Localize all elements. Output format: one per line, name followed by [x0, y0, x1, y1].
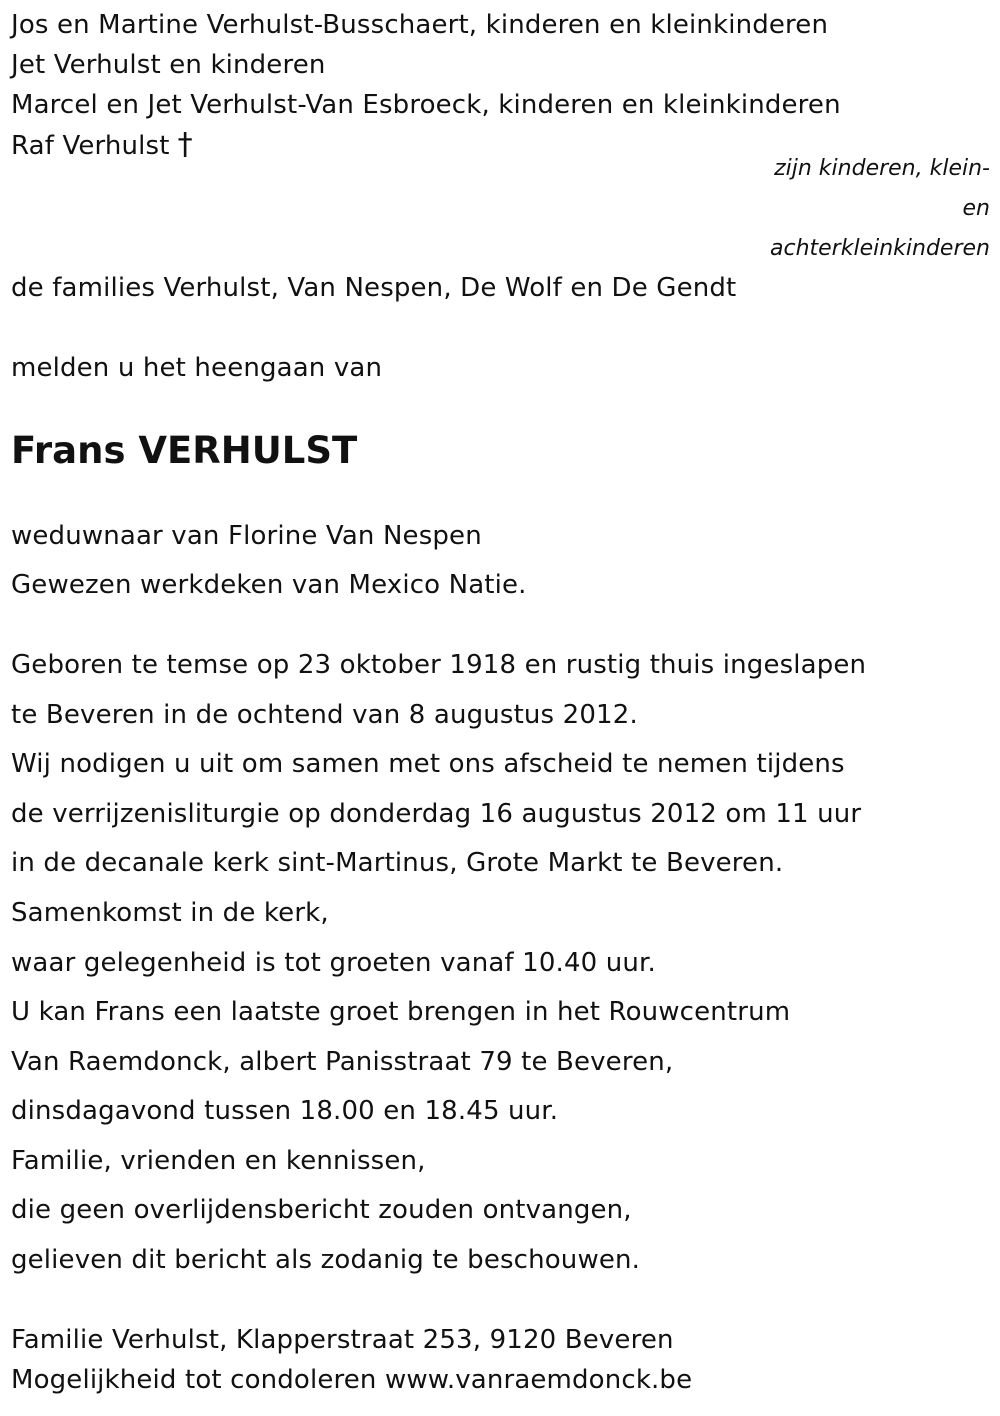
body-line: Familie, vrienden en kennissen,	[11, 1146, 426, 1176]
body-line: U kan Frans een laatste groet brengen in het Rouwcentrum	[11, 997, 791, 1027]
family-line-2: Jet Verhulst en kinderen	[11, 50, 326, 80]
body-line: die geen overlijdensbericht zouden ontvangen,	[11, 1195, 632, 1225]
widower-line: weduwnaar van Florine Van Nespen	[11, 521, 482, 551]
announcement: melden u het heengaan van	[11, 353, 383, 383]
footer-address: Familie Verhulst, Klapperstraat 253, 9120 Beveren	[11, 1325, 674, 1355]
cross-icon: †	[177, 127, 193, 162]
family-line-4	[11, 127, 193, 162]
deceased-name: Frans VERHULST	[11, 429, 358, 472]
footer-condolence: Mogelijkheid tot condoleren www.vanraemdonck.be	[11, 1365, 693, 1395]
relation-line-3: achterkleinkinderen	[770, 236, 990, 261]
body-line: Samenkomst in de kerk,	[11, 898, 329, 928]
body-line: Van Raemdonck, albert Panisstraat 79 te Beveren,	[11, 1047, 674, 1077]
body-line: waar gelegenheid is tot groeten vanaf 10.40 uur.	[11, 948, 656, 978]
body-line: in de decanale kerk sint-Martinus, Grote Markt te Beveren.	[11, 848, 784, 878]
body-line: de verrijzenisliturgie op donderdag 16 augustus 2012 om 11 uur	[11, 799, 862, 829]
body-line: gelieven dit bericht als zodanig te beschouwen.	[11, 1245, 641, 1275]
relation-line-1: zijn kinderen, klein-	[774, 156, 990, 181]
body-line: Wij nodigen u uit om samen met ons afscheid te nemen tijdens	[11, 749, 845, 779]
family-line-4-text: Raf Verhulst	[11, 131, 170, 161]
family-line-3: Marcel en Jet Verhulst-Van Esbroeck, kinderen en kleinkinderen	[11, 90, 841, 120]
families-line: de families Verhulst, Van Nespen, De Wolf en De Gendt	[11, 273, 737, 303]
body-line: dinsdagavond tussen 18.00 en 18.45 uur.	[11, 1096, 559, 1126]
body-line: te Beveren in de ochtend van 8 augustus 2012.	[11, 700, 638, 730]
family-line-1: Jos en Martine Verhulst-Busschaert, kinderen en kleinkinderen	[11, 10, 829, 40]
occupation-line: Gewezen werkdeken van Mexico Natie.	[11, 570, 527, 600]
relation-line-2: en	[962, 196, 990, 221]
body-line: Geboren te temse op 23 oktober 1918 en rustig thuis ingeslapen	[11, 650, 867, 680]
